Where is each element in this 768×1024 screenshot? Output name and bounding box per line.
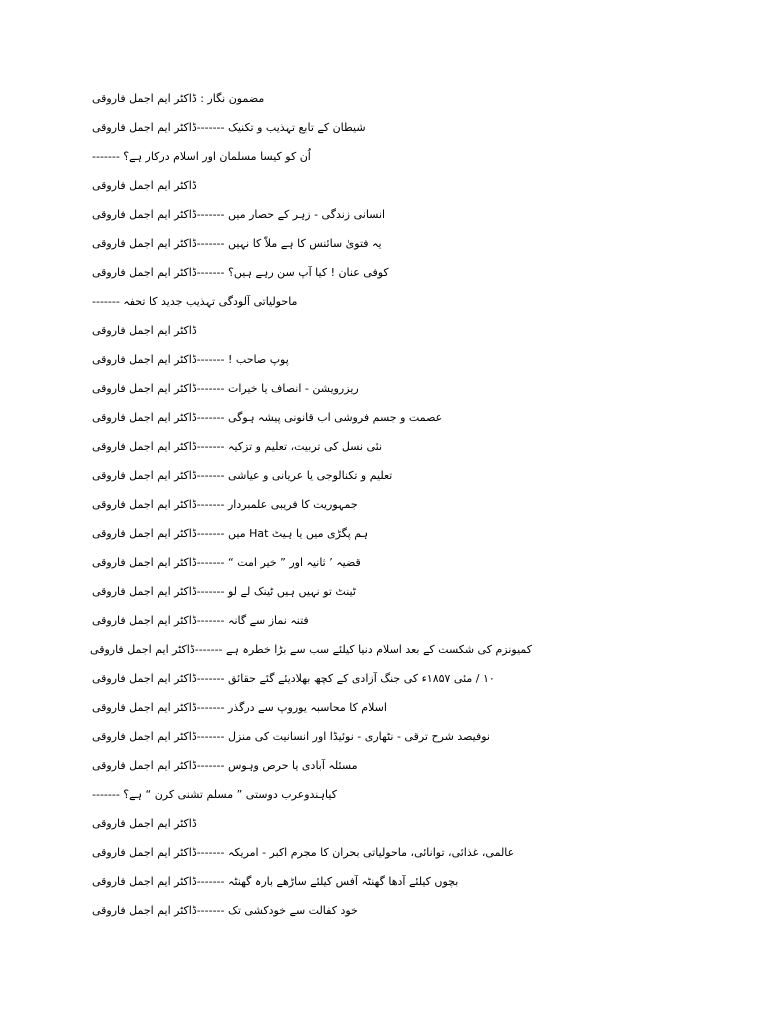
article-line: ۱۰ / مئی ۱۸۵۷ء کی جنگ آزادی کے کچھ بھلادیئے گئے حقائق -------ڈاکٹر ایم اجمل فاروقی [92,672,495,685]
article-line: نوفیصد شرح ترقی - نٹھاری - نوئیڈا اور انسانیت کی منزل -------ڈاکٹر ایم اجمل فاروقی [92,730,490,743]
article-line: ڈاکٹر ایم اجمل فاروقی [92,817,197,830]
article-line: پوپ صاحب ! -------ڈاکٹر ایم اجمل فاروقی [92,353,289,366]
article-line: ٹینٹ تو نہیں ہیں ٹینک لے لو -------ڈاکٹر ایم اجمل فاروقی [92,585,356,598]
article-line: عصمت و جسم فروشی اب قانونی پیشہ ہوگی -------ڈاکٹر ایم اجمل فاروقی [92,411,443,424]
article-line: شیطان کے تابع تہذیب و تکنیک -------ڈاکٹر ایم اجمل فاروقی [92,121,366,134]
article-line: ڈاکٹر ایم اجمل فاروقی [92,324,197,337]
article-line: عالمی، غذائی، توانائی، ماحولیاتی بحران کا مجرم اکبر - امریکہ -------ڈاکٹر ایم اجمل فاروقی [92,846,515,859]
article-line: ماحولیاتی آلودگی تہذیب جدید کا تحفہ ------- [92,295,298,308]
article-line: قضیہ ’ ثانیہ اور ” خیر امت “ -------ڈاکٹر ایم اجمل فاروقی [92,556,361,569]
article-line: جمہوریت کا فریبی علمبردار -------ڈاکٹر ایم اجمل فاروقی [92,498,358,511]
article-line: نئی نسل کی تربیت، تعلیم و تزکیہ -------ڈاکٹر ایم اجمل فاروقی [92,440,383,453]
article-line: تعلیم و تکنالوجی یا عریانی و عیاشی -------ڈاکٹر ایم اجمل فاروقی [92,469,393,482]
article-line: انسانی زندگی - زہر کے حصار میں -------ڈاکٹر ایم اجمل فاروقی [92,208,386,221]
article-line: مضمون نگار : ڈاکٹر ایم اجمل فاروقی [92,92,265,105]
article-list [92,84,532,925]
article-line: کیاہندوعرب دوستی ” مسلم تشنی کرن “ ہے؟ ------- [92,788,337,801]
article-line: کوفی عنان ! کیا آپ سن رہے ہیں؟ -------ڈاکٹر ایم اجمل فاروقی [92,266,389,279]
article-line: اسلام کا محاسبہ یوروپ سے درگذر -------ڈاکٹر ایم اجمل فاروقی [92,701,387,714]
article-line: ریزرویشن - انصاف یا خیرات -------ڈاکٹر ایم اجمل فاروقی [92,382,359,395]
article-line: ہم پگڑی میں یا ہیٹ Hat میں -------ڈاکٹر ایم اجمل فاروقی [92,527,369,540]
article-line: ڈاکٹر ایم اجمل فاروقی [92,179,197,192]
article-line: کمیونزم کی شکست کے بعد اسلام دنیا کیلئے سب سے بڑا خطرہ ہے -------ڈاکٹر ایم اجمل فاروقی [90,643,532,656]
article-line: خود کفالت سے خودکشی تک -------ڈاکٹر ایم اجمل فاروقی [92,904,358,917]
article-line: اُن کو کیسا مسلمان اور اسلام درکار ہے؟ ------- [92,150,311,163]
article-line: مسئلہ آبادی یا حرص وہوس -------ڈاکٹر ایم اجمل فاروقی [92,759,358,772]
article-line: فتنہ نماز سے گانہ -------ڈاکٹر ایم اجمل فاروقی [92,614,309,627]
article-line: بچوں کیلئے آدھا گھنٹہ آفس کیلئے ساڑھے بارہ گھنٹہ -------ڈاکٹر ایم اجمل فاروقی [92,875,459,888]
article-line: یہ فتویٰ سائنس کا ہے ملاّ کا نہیں -------ڈاکٹر ایم اجمل فاروقی [92,237,382,250]
